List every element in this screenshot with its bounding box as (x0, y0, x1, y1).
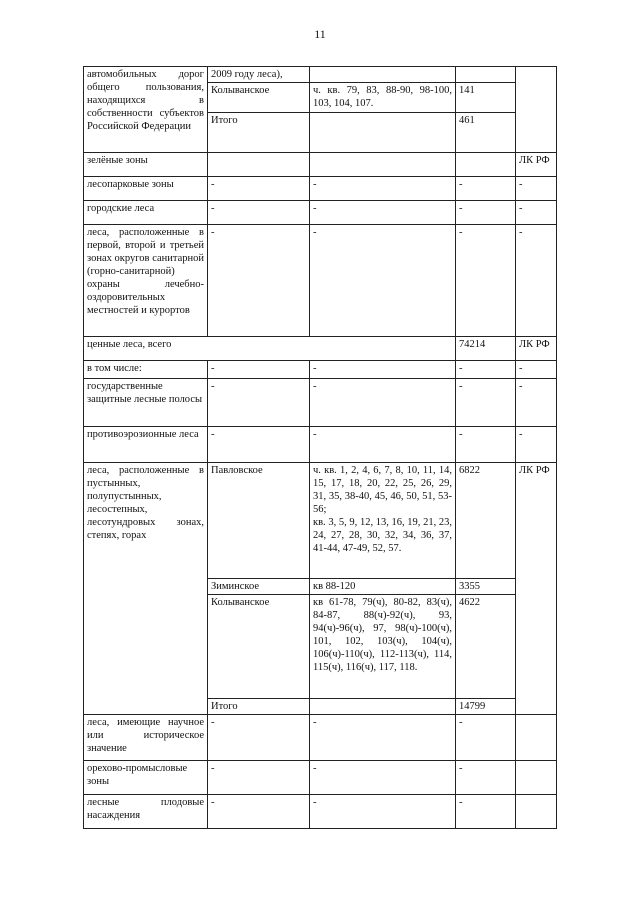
quarters-partial: ч. кв. 1, 2, 4, 6, 7, 8, 10, 11, 14, 15, 17, 18, 20, 22, 25, 26, 29, 31, 35, 38-40, 45, 46, 50, 51, 53-56; (313, 465, 452, 515)
quarters-cell: - (310, 361, 456, 379)
table-row (84, 201, 557, 225)
protective-forests-table (83, 66, 557, 829)
category-cell: городские леса (84, 201, 208, 225)
category-cell: леса, имеющие научное или историческое значение (84, 715, 208, 761)
area-cell: 74214 (456, 337, 516, 361)
area-cell: 141 (456, 83, 516, 113)
area-cell: - (456, 361, 516, 379)
table-row (84, 225, 557, 337)
category-cell: ценные леса, всего (84, 337, 456, 361)
area-cell (456, 153, 516, 177)
quarters-cell: кв 88-120 (310, 579, 456, 595)
table-row (84, 337, 557, 361)
forestry-cell: - (208, 225, 310, 337)
area-cell (456, 67, 516, 83)
quarters-cell: - (310, 379, 456, 427)
quarters-cell: - (310, 427, 456, 463)
table-row (84, 379, 557, 427)
forestry-cell (208, 153, 310, 177)
table-row (84, 361, 557, 379)
document-cell (516, 761, 557, 795)
category-cell: государственные защитные лесные полосы (84, 379, 208, 427)
area-cell: - (456, 379, 516, 427)
document-cell (516, 67, 557, 153)
forestry-cell: Итого (208, 113, 310, 153)
forestry-cell: Павловское (208, 463, 310, 579)
document-cell: ЛК РФ (516, 153, 557, 177)
area-cell: 4622 (456, 595, 516, 699)
document-cell: - (516, 427, 557, 463)
category-cell: леса, расположенные в первой, второй и третьей зонах округов санитарной (горно-санитарной) охраны лечебно-оздоровительных местностей и курортов (84, 225, 208, 337)
category-cell: в том числе: (84, 361, 208, 379)
quarters-cell (310, 463, 456, 579)
quarters-cell: - (310, 761, 456, 795)
table-row (84, 715, 557, 761)
forestry-cell: - (208, 177, 310, 201)
quarters-cell (310, 153, 456, 177)
table-row (84, 427, 557, 463)
area-cell: - (456, 795, 516, 829)
forestry-cell: Зиминское (208, 579, 310, 595)
forestry-cell: Итого (208, 699, 310, 715)
document-cell (516, 715, 557, 761)
quarters-cell (310, 67, 456, 83)
table-row (84, 761, 557, 795)
forestry-cell: Колыванское (208, 595, 310, 699)
quarters-full: кв. 3, 5, 9, 12, 13, 16, 19, 21, 23, 24, 27, 28, 30, 32, 34, 36, 37, 41-44, 47-49, 52, 57. (313, 517, 452, 554)
quarters-cell (310, 113, 456, 153)
area-cell: 14799 (456, 699, 516, 715)
quarters-cell: - (310, 225, 456, 337)
quarters-cell: - (310, 715, 456, 761)
document-cell: ЛК РФ (516, 463, 557, 715)
category-cell: противоэрозионные леса (84, 427, 208, 463)
quarters-cell: - (310, 201, 456, 225)
area-cell: - (456, 761, 516, 795)
area-cell: - (456, 201, 516, 225)
document-cell: - (516, 201, 557, 225)
table-row (84, 463, 557, 579)
area-cell: - (456, 225, 516, 337)
forestry-cell: - (208, 427, 310, 463)
quarters-cell: - (310, 795, 456, 829)
forestry-cell: - (208, 761, 310, 795)
forestry-cell: - (208, 715, 310, 761)
forestry-cell: - (208, 795, 310, 829)
category-cell: автомобильных дорог общего пользования, находящихся в собственности субъектов Российской Федерации (84, 67, 208, 153)
quarters-cell: - (310, 177, 456, 201)
category-cell: лесные плодовые насаждения (84, 795, 208, 829)
table-row (84, 153, 557, 177)
document-cell: ЛК РФ (516, 337, 557, 361)
category-cell: зелёные зоны (84, 153, 208, 177)
forestry-cell: 2009 году леса), (208, 67, 310, 83)
table-row (84, 795, 557, 829)
document-cell (516, 795, 557, 829)
table-row (84, 67, 557, 83)
area-cell: 6822 (456, 463, 516, 579)
area-cell: - (456, 177, 516, 201)
area-cell: - (456, 427, 516, 463)
area-cell: - (456, 715, 516, 761)
document-cell: - (516, 225, 557, 337)
table-row (84, 177, 557, 201)
category-cell: леса, расположенные в пустынных, полупустынных, лесостепных, лесотундровых зонах, степях, горах (84, 463, 208, 715)
category-cell: орехово-промысловые зоны (84, 761, 208, 795)
quarters-cell (310, 699, 456, 715)
document-cell: - (516, 379, 557, 427)
document-cell: - (516, 361, 557, 379)
forestry-cell: - (208, 379, 310, 427)
forestry-cell: - (208, 361, 310, 379)
area-cell: 3355 (456, 579, 516, 595)
forestry-cell: - (208, 201, 310, 225)
forestry-cell: Колыванское (208, 83, 310, 113)
area-cell: 461 (456, 113, 516, 153)
document-cell: - (516, 177, 557, 201)
quarters-cell: ч. кв. 79, 83, 88-90, 98-100, 103, 104, 107. (310, 83, 456, 113)
category-cell: лесопарковые зоны (84, 177, 208, 201)
quarters-cell: кв 61-78, 79(ч), 80-82, 83(ч), 84-87, 88(ч)-92(ч), 93, 94(ч)-96(ч), 97, 98(ч)-100(ч), 101, 102, 103(ч), 104(ч), 106(ч)-110(ч), 112-113(ч), 114, 115(ч), 116(ч), 117, 118. (310, 595, 456, 699)
page-number: 11 (314, 27, 326, 41)
